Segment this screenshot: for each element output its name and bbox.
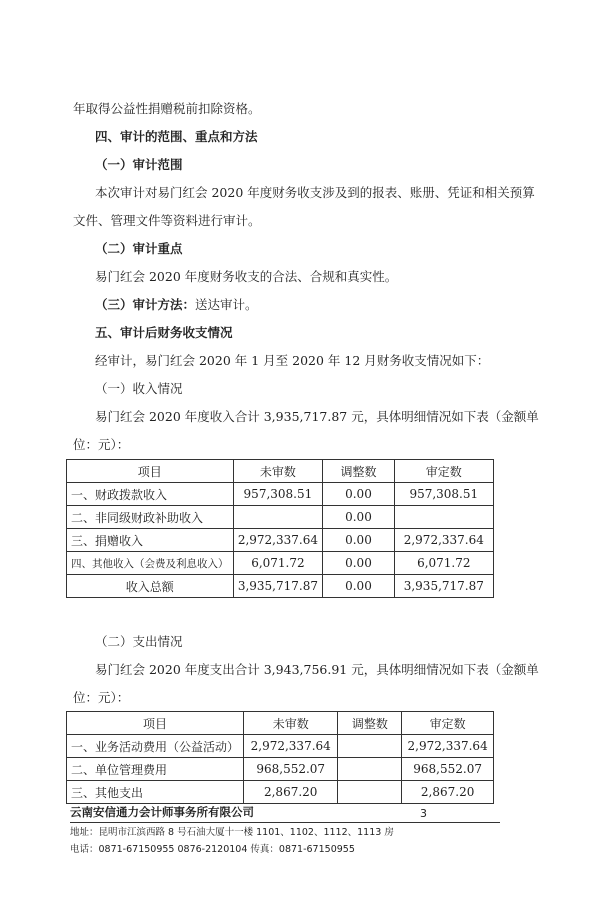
table-cell: 2,972,337.64 [394,529,493,552]
table-cell: 三、其他支出 [67,781,244,804]
table-cell: 6,071.72 [233,552,323,575]
table-cell: 0.00 [323,506,394,529]
table-cell: 2,972,337.64 [402,735,494,758]
firm-name: 云南安信通力会计师事务所有限公司 [70,805,254,819]
table-cell: 957,308.51 [233,483,323,506]
subsection-heading: （一）收入情况 [95,381,183,396]
table-cell: 一、业务活动费用（公益活动） [67,735,244,758]
paragraph-line: 本次审计对易门红会 2020 年度财务收支涉及到的报表、账册、凭证和相关预算 [95,185,535,200]
table-cell: 一、财政拨款收入 [67,483,234,506]
table-header-cell: 项目 [67,712,244,735]
table-cell: 三、捐赠收入 [67,529,234,552]
table-row [67,483,494,506]
method-line [95,299,258,312]
paragraph-line: 位：元）： [73,690,130,705]
paragraph-line: 易门红会 2020 年度支出合计 3,943,756.91 元，具体明细情况如下表（金额单 [95,662,539,677]
table-header-cell: 项目 [67,460,234,483]
paragraph-line: 年取得公益性捐赠税前扣除资格。 [73,101,261,116]
table-cell: 3,935,717.87 [233,575,323,598]
table-header-cell: 未审数 [244,712,338,735]
subsection-heading: （三）审计方法： [95,297,196,312]
table-row [67,735,494,758]
footer-address: 地址：昆明市江滨西路 8 号石油大厦十一楼 1101、1102、1112、1113 房 [70,827,394,838]
table-cell: 二、非同级财政补助收入 [67,506,234,529]
footer-phone: 电话：0871-67150955 0876-2120104 传真：0871-67150955 [70,844,355,855]
page-number: 3 [420,807,427,820]
paragraph-line: 文件、管理文件等资料进行审计。 [73,213,261,228]
table-cell: 0.00 [323,483,394,506]
table-cell: 0.00 [323,529,394,552]
subsection-heading: （二）审计重点 [95,241,183,256]
table-cell [338,735,402,758]
table-cell [394,506,493,529]
table-row [67,506,494,529]
table-cell: 二、单位管理费用 [67,758,244,781]
table-cell [338,781,402,804]
table-header-cell: 调整数 [323,460,394,483]
footer-divider [70,822,500,823]
table-row [67,552,494,575]
table-total-row [67,575,494,598]
table-cell: 2,867.20 [244,781,338,804]
table-cell: 2,867.20 [402,781,494,804]
table-cell [338,758,402,781]
table-cell: 0.00 [323,552,394,575]
table-cell: 四、其他收入（会费及利息收入） [67,552,234,575]
subsection-heading: （二）支出情况 [95,634,183,649]
table-cell [233,506,323,529]
table-cell: 2,972,337.64 [244,735,338,758]
table-header-cell: 审定数 [394,460,493,483]
section-heading: 四、审计的范围、重点和方法 [95,129,258,144]
table-header-cell: 审定数 [402,712,494,735]
table-header-row [67,712,494,735]
table-cell: 6,071.72 [394,552,493,575]
paragraph-line: 易门红会 2020 年度收入合计 3,935,717.87 元，具体明细情况如下表（金额单 [95,409,539,424]
table-row [67,758,494,781]
table-row [67,781,494,804]
expense-table [66,711,494,804]
income-table [66,459,494,598]
paragraph-line: 易门红会 2020 年度财务收支的合法、合规和真实性。 [95,269,398,284]
table-cell: 2,972,337.64 [233,529,323,552]
subsection-heading: （一）审计范围 [95,157,183,172]
section-heading: 五、审计后财务收支情况 [95,325,233,340]
table-cell: 收入总额 [67,575,234,598]
paragraph-line: 经审计，易门红会 2020 年 1 月至 2020 年 12 月财务收支情况如下： [95,353,490,368]
table-header-cell: 未审数 [233,460,323,483]
paragraph-line: 位：元）： [73,437,130,452]
method-text: 送达审计。 [195,297,258,312]
table-cell: 0.00 [323,575,394,598]
table-header-cell: 调整数 [338,712,402,735]
table-cell: 968,552.07 [244,758,338,781]
table-cell: 3,935,717.87 [394,575,493,598]
table-cell: 968,552.07 [402,758,494,781]
table-row [67,529,494,552]
table-cell: 957,308.51 [394,483,493,506]
table-header-row [67,460,494,483]
